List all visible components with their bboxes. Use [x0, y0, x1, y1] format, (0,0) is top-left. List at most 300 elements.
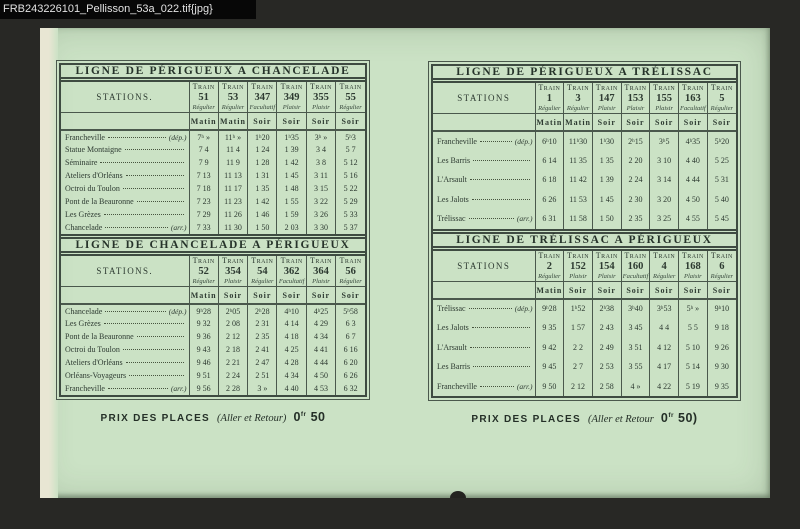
station-note: (dép.)	[168, 306, 187, 316]
station-name-wrap	[433, 175, 535, 184]
time-cell: 2 12	[218, 330, 247, 343]
station-name-cell	[433, 151, 535, 171]
time-cell: 9 32	[189, 317, 218, 330]
time-cell: 7 23	[189, 195, 218, 208]
time-cell: 2 35	[248, 330, 277, 343]
train-number: 168	[684, 260, 701, 272]
station-row	[61, 156, 365, 169]
station-name-cell	[433, 318, 535, 338]
train-column-header	[277, 254, 306, 287]
time-cell: 11 42	[564, 170, 593, 190]
price-units: 0	[293, 410, 301, 424]
station-row	[61, 369, 365, 382]
station-name-wrap	[61, 133, 189, 142]
station-name-cell	[61, 317, 189, 330]
time-cell: 4 4	[650, 318, 679, 338]
train-column-header	[189, 80, 218, 113]
dotted-leader	[129, 375, 183, 376]
time-cell: 9 42	[535, 338, 564, 358]
train-number: 4	[661, 260, 667, 272]
period-cell: Soir	[592, 114, 621, 132]
train-column-header	[535, 248, 564, 281]
stations-blank-cell	[433, 114, 535, 132]
dotted-leader	[469, 308, 512, 309]
train-type: Régulier	[566, 105, 590, 112]
station-note: (arr.)	[170, 384, 187, 393]
train-type: Plaisir	[684, 272, 702, 280]
train-word: Train	[595, 250, 618, 260]
time-cell: 11 4	[218, 143, 247, 156]
train-type: Facultatif	[622, 272, 649, 280]
price-amount	[293, 410, 325, 424]
table-title-row	[433, 66, 736, 81]
time-cell: 5ʰ58	[336, 304, 365, 317]
station-name-wrap	[433, 214, 535, 223]
station-name-cell	[61, 143, 189, 156]
time-cell: 3 8	[306, 156, 335, 169]
time-cell: 4 28	[277, 356, 306, 369]
stations-blank-cell	[61, 287, 189, 305]
time-cell: 3 11	[306, 169, 335, 182]
station-name-cell	[433, 131, 535, 151]
station-name-cell	[61, 356, 189, 369]
time-cell: 2 24	[218, 369, 247, 382]
train-word: Train	[192, 256, 215, 265]
time-cell: 3 »	[248, 382, 277, 395]
station-row	[61, 130, 365, 143]
time-cell: 6 3	[336, 317, 365, 330]
period-cell: Matin	[189, 113, 218, 131]
train-word: Train	[251, 82, 274, 91]
period-cell: Soir	[336, 287, 365, 305]
station-name-wrap	[61, 145, 189, 154]
station-name: Ateliers d'Orléans	[65, 358, 123, 367]
station-name-wrap	[61, 345, 189, 354]
train-number: 54	[257, 266, 268, 277]
station-row	[433, 338, 736, 358]
time-cell: 5 40	[707, 190, 736, 210]
station-row	[61, 304, 365, 317]
table-title: LIGNE DE CHANCELADE A PÉRIGUEUX	[61, 239, 365, 254]
time-cell: 3 20	[650, 190, 679, 210]
dotted-leader	[100, 162, 183, 163]
page-frame	[56, 60, 370, 400]
time-cell: 5ʰ »	[679, 299, 708, 319]
time-cell: 1 28	[248, 156, 277, 169]
station-name-wrap	[433, 343, 535, 352]
station-row	[433, 151, 736, 171]
time-cell: 9 26	[707, 338, 736, 358]
time-cell: 1 39	[592, 170, 621, 190]
train-column-header	[189, 254, 218, 287]
time-cell: 5 5	[679, 318, 708, 338]
station-name-wrap	[61, 384, 189, 393]
time-cell: 6 26	[336, 369, 365, 382]
timetable-table	[61, 65, 365, 234]
time-cell: 9 56	[189, 382, 218, 395]
station-name-wrap	[61, 358, 189, 367]
period-row	[61, 113, 365, 131]
train-header-row	[61, 254, 365, 287]
time-cell: 4 40	[679, 151, 708, 171]
train-word: Train	[624, 83, 647, 92]
time-cell: 9 36	[189, 330, 218, 343]
time-cell: 9ʰ28	[535, 299, 564, 319]
train-type: Plaisir	[626, 105, 645, 112]
dotted-leader	[137, 336, 184, 337]
time-cell: 1 57	[564, 318, 593, 338]
stations-header: STATIONS.	[61, 254, 189, 287]
dotted-leader	[473, 366, 529, 367]
time-cell: 1ʰ52	[564, 299, 593, 319]
time-cell: 11 17	[218, 182, 247, 195]
station-name: Chancelade	[65, 223, 103, 232]
station-name: Chancelade	[65, 306, 103, 316]
station-note: (arr.)	[516, 214, 533, 224]
station-name: L'Arsault	[437, 342, 467, 352]
station-row	[433, 357, 736, 377]
train-word: Train	[192, 82, 215, 91]
station-name: Les Jalots	[437, 194, 469, 204]
page-frame	[428, 61, 741, 401]
station-name-wrap	[61, 332, 189, 341]
price-suffix: )	[692, 411, 698, 425]
train-number: 349	[283, 92, 300, 103]
train-column-header	[248, 254, 277, 287]
time-cell: 2 24	[621, 170, 650, 190]
price-sup: fr	[300, 410, 307, 418]
train-word: Train	[567, 83, 590, 92]
time-cell: 1 48	[277, 182, 306, 195]
price-amount	[661, 411, 698, 425]
time-cell: 5 12	[336, 156, 365, 169]
station-name-cell	[61, 182, 189, 195]
time-cell: 9 30	[707, 357, 736, 377]
time-cell: 5 25	[707, 151, 736, 171]
period-cell: Soir	[248, 287, 277, 305]
price-footer	[56, 408, 370, 426]
time-cell: 7 33	[189, 221, 218, 234]
dotted-leader	[480, 141, 512, 142]
time-cell: 1 35	[248, 182, 277, 195]
period-cell: Soir	[277, 113, 306, 131]
time-cell: 2 53	[592, 357, 621, 377]
time-cell: 2 49	[592, 338, 621, 358]
train-number: 154	[598, 260, 615, 272]
time-cell: 4 14	[277, 317, 306, 330]
station-row	[61, 208, 365, 221]
time-cell: 2 7	[564, 357, 593, 377]
train-word: Train	[595, 83, 618, 92]
time-cell: 5 22	[336, 182, 365, 195]
station-name-cell	[61, 169, 189, 182]
station-name: Les Barris	[437, 362, 471, 372]
station-name-cell	[61, 382, 189, 395]
train-column-header	[564, 81, 593, 114]
time-cell: 3 26	[306, 208, 335, 221]
train-word: Train	[681, 250, 704, 260]
period-cell: Matin	[189, 287, 218, 305]
price-cents: 50	[674, 411, 693, 425]
station-name: Francheville	[437, 381, 477, 391]
time-cell: 3 55	[621, 357, 650, 377]
station-row	[433, 318, 736, 338]
train-type: Plaisir	[312, 104, 330, 111]
train-number: 355	[313, 92, 329, 103]
period-row	[61, 287, 365, 305]
table-title-row	[61, 65, 365, 80]
page-frame-inner	[59, 63, 367, 397]
period-cell: Matin	[535, 114, 564, 132]
time-cell: 11 58	[564, 209, 593, 229]
station-name-wrap	[61, 319, 189, 328]
time-cell: 6 20	[336, 356, 365, 369]
train-number: 347	[254, 92, 271, 103]
station-row	[61, 195, 365, 208]
price-units: 0	[660, 411, 669, 425]
time-cell: 1 39	[277, 143, 306, 156]
time-cell: 1 24	[248, 143, 277, 156]
station-name-cell	[61, 304, 189, 317]
time-cell: 2 51	[248, 369, 277, 382]
time-cell: 1 31	[248, 169, 277, 182]
train-column-header	[336, 80, 365, 113]
time-cell: 4ʰ25	[306, 304, 335, 317]
station-name: Les Jalots	[437, 323, 469, 333]
stations-header: STATIONS	[433, 248, 535, 281]
time-cell: 2 31	[248, 317, 277, 330]
period-cell: Soir	[564, 281, 593, 299]
time-cell: 1ʰ20	[248, 130, 277, 143]
train-number: 53	[227, 92, 239, 103]
time-cell: 11 30	[218, 221, 247, 234]
timetable-table	[61, 239, 365, 395]
time-cell: 5 16	[336, 169, 365, 182]
station-name-wrap	[433, 156, 535, 165]
train-type: Régulier	[192, 278, 215, 285]
train-word: Train	[624, 250, 647, 260]
station-row	[433, 131, 736, 151]
time-cell: 11ʰ »	[218, 130, 247, 143]
train-number: 354	[225, 266, 241, 277]
train-type: Régulier	[538, 272, 561, 280]
time-cell: 1 46	[248, 208, 277, 221]
time-cell: 4 17	[650, 357, 679, 377]
station-row	[61, 356, 365, 369]
station-name: Ateliers d'Orléans	[65, 171, 123, 180]
train-word: Train	[309, 82, 332, 91]
station-name-wrap	[433, 362, 535, 371]
train-word: Train	[221, 256, 245, 265]
time-cell: 4 34	[277, 369, 306, 382]
station-row	[433, 377, 736, 397]
train-column-header	[306, 254, 335, 287]
train-type: Régulier	[221, 104, 245, 111]
train-word: Train	[710, 250, 733, 260]
train-column-header	[564, 248, 593, 281]
dotted-leader	[105, 227, 168, 228]
train-column-header	[535, 81, 564, 114]
train-number: 147	[598, 93, 615, 104]
price-label: PRIX DES PLACES	[100, 413, 211, 424]
dotted-leader	[105, 311, 165, 312]
train-header-row	[61, 80, 365, 113]
train-type: Régulier	[538, 105, 561, 112]
time-cell: 5 29	[336, 195, 365, 208]
station-name: Octroi du Toulon	[65, 345, 120, 354]
period-cell: Matin	[218, 113, 247, 131]
train-word: Train	[251, 256, 274, 265]
train-word: Train	[653, 250, 676, 260]
time-cell: 6 32	[336, 382, 365, 395]
time-cell: 4 40	[277, 382, 306, 395]
time-cell: 2ʰ38	[592, 299, 621, 319]
dotted-leader	[104, 214, 184, 215]
time-cell: 5 31	[707, 170, 736, 190]
station-name-wrap	[61, 307, 189, 316]
station-name: Francheville	[65, 384, 105, 393]
station-row	[61, 221, 365, 234]
time-cell: 2 20	[621, 151, 650, 171]
time-cell: 7 18	[189, 182, 218, 195]
station-name-cell	[433, 338, 535, 358]
train-column-header	[679, 248, 708, 281]
station-name: Les Barris	[437, 155, 471, 165]
time-cell: 5 10	[679, 338, 708, 358]
train-word: Train	[567, 250, 590, 260]
price-cents: 50	[306, 410, 326, 424]
station-row	[61, 382, 365, 395]
station-name-wrap	[433, 137, 535, 146]
period-cell: Soir	[218, 287, 247, 305]
time-cell: 3ʰ53	[650, 299, 679, 319]
train-word: Train	[309, 256, 332, 265]
train-type: Régulier	[710, 105, 734, 112]
time-cell: 6 26	[535, 190, 564, 210]
time-cell: 4 50	[306, 369, 335, 382]
station-note: (arr.)	[516, 381, 533, 391]
time-cell: 6 18	[535, 170, 564, 190]
dotted-leader	[469, 218, 514, 219]
station-name-cell	[433, 357, 535, 377]
time-cell: 4 »	[621, 377, 650, 397]
station-row	[61, 143, 365, 156]
time-cell: 4 12	[650, 338, 679, 358]
time-cell: 5 19	[679, 377, 708, 397]
period-cell: Soir	[679, 114, 708, 132]
dotted-leader	[123, 188, 184, 189]
scanned-paper	[40, 28, 770, 498]
station-name-cell	[61, 208, 189, 221]
table-title-row	[61, 239, 365, 254]
time-cell: 11 9	[218, 156, 247, 169]
train-column-header	[621, 81, 650, 114]
station-row	[61, 182, 365, 195]
time-cell: 3 22	[306, 195, 335, 208]
table-title-row	[433, 234, 736, 249]
station-name-cell	[433, 299, 535, 319]
station-name-wrap	[61, 223, 189, 232]
time-cell: 3 14	[650, 170, 679, 190]
train-type: Plaisir	[312, 278, 330, 285]
time-cell: 2 18	[218, 343, 247, 356]
train-column-header	[592, 248, 621, 281]
station-name-cell	[433, 190, 535, 210]
station-name-wrap	[433, 304, 535, 313]
period-row	[433, 281, 736, 299]
station-name-wrap	[433, 323, 535, 332]
train-number: 362	[283, 266, 300, 277]
dotted-leader	[137, 201, 184, 202]
time-cell: 2 2	[564, 338, 593, 358]
time-cell: 4 29	[306, 317, 335, 330]
time-cell: 4 55	[679, 209, 708, 229]
time-cell: 5 33	[336, 208, 365, 221]
stations-blank-cell	[433, 281, 535, 299]
train-number: 3	[575, 93, 581, 104]
time-cell: 5 7	[336, 143, 365, 156]
time-cell: 2 41	[248, 343, 277, 356]
time-cell: 9 35	[707, 377, 736, 397]
station-name-cell	[433, 209, 535, 229]
dotted-leader	[123, 349, 184, 350]
price-sup: fr	[668, 411, 675, 419]
dotted-leader	[126, 175, 184, 176]
train-number: 364	[313, 266, 329, 277]
train-type: Plaisir	[224, 278, 242, 285]
period-cell: Soir	[650, 281, 679, 299]
time-cell: 5 14	[679, 357, 708, 377]
stations-header: STATIONS	[433, 81, 535, 114]
station-name-wrap	[61, 171, 189, 180]
time-cell: 9ʰ10	[707, 299, 736, 319]
station-name-wrap	[61, 197, 189, 206]
train-column-header	[306, 80, 335, 113]
time-cell: 7 9	[189, 156, 218, 169]
time-cell: 4 53	[306, 382, 335, 395]
train-word: Train	[710, 83, 733, 92]
station-note: (dép.)	[514, 136, 533, 146]
time-cell: 2ʰ15	[621, 131, 650, 151]
time-cell: 9 43	[189, 343, 218, 356]
time-cell: 11ʰ30	[564, 131, 593, 151]
station-row	[433, 299, 736, 319]
station-row	[433, 209, 736, 229]
train-type: Facultatif	[278, 278, 305, 285]
period-cell: Soir	[679, 281, 708, 299]
station-name: Séminaire	[65, 158, 98, 167]
table-title: LIGNE DE PÉRIGUEUX A CHANCELADE	[61, 65, 365, 80]
time-cell: 11 53	[564, 190, 593, 210]
station-note: (dép.)	[514, 304, 533, 314]
time-cell: 9 18	[707, 318, 736, 338]
train-column-header	[336, 254, 365, 287]
time-cell: 3 10	[650, 151, 679, 171]
dotted-leader	[470, 347, 530, 348]
station-name-wrap	[61, 210, 189, 219]
dotted-leader	[480, 386, 514, 387]
train-column-header	[707, 248, 736, 281]
price-label: PRIX DES PLACES	[471, 414, 581, 425]
time-cell: 1ʰ35	[277, 130, 306, 143]
stations-header: STATIONS.	[61, 80, 189, 113]
time-cell: 4 50	[679, 190, 708, 210]
train-number: 160	[627, 260, 644, 272]
train-column-header	[650, 81, 679, 114]
train-word: Train	[653, 83, 676, 92]
station-row	[61, 169, 365, 182]
time-cell: 6 7	[336, 330, 365, 343]
